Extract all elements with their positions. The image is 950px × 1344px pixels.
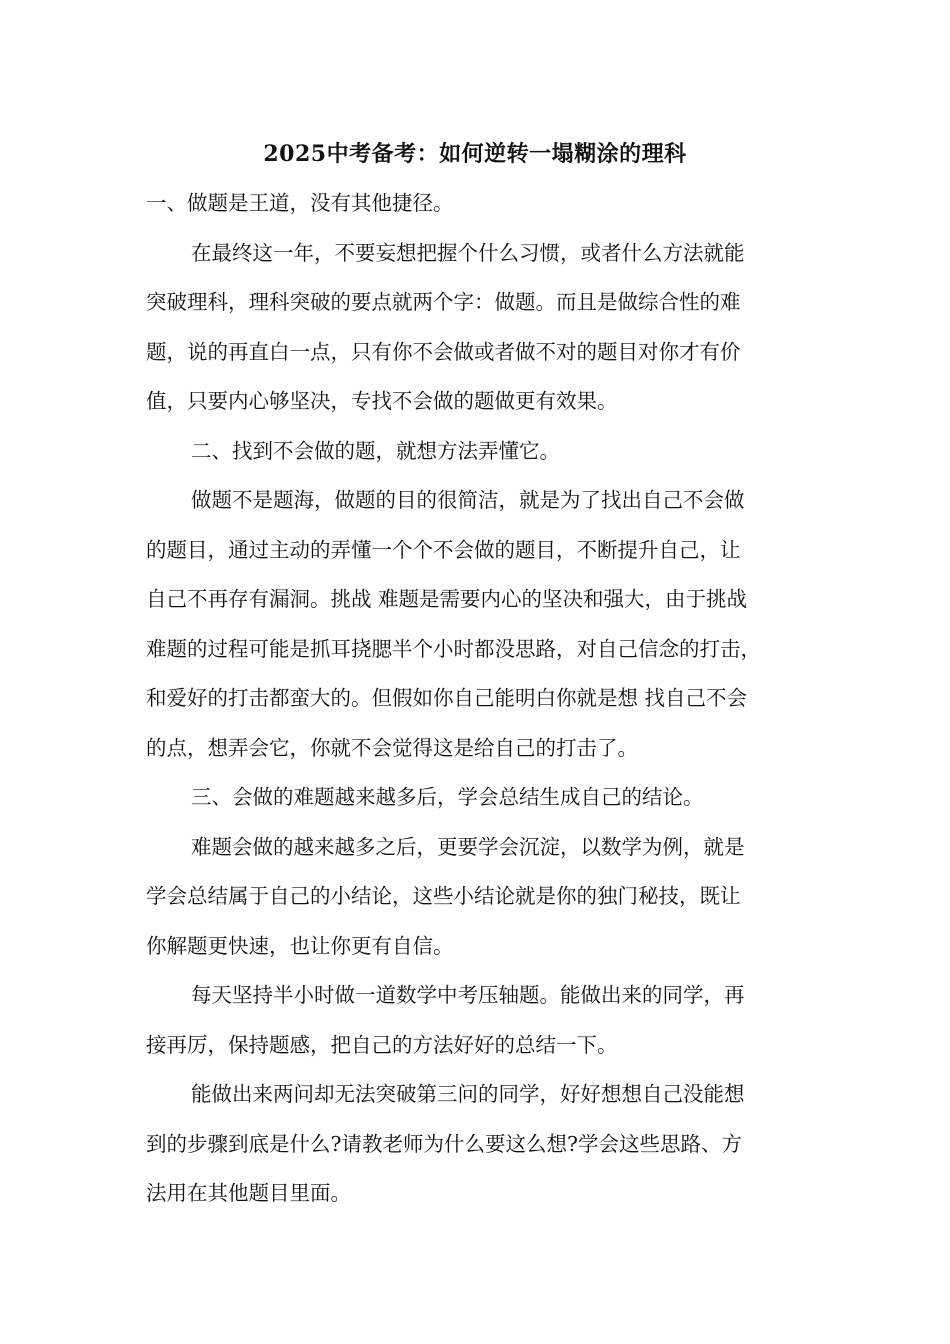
document-title: 2025中考备考：如何逆转一塌糊涂的理科 bbox=[263, 141, 687, 167]
text-line: 难题会做的越来越多之后，更要学会沉淀，以数学为例，就是 bbox=[191, 834, 745, 859]
text-line: 到的步骤到底是什么?请教老师为什么要这么想?学会这些思路、方 bbox=[146, 1131, 742, 1156]
text-line: 的点，想弄会它，你就不会觉得这是给自己的打击了。 bbox=[146, 735, 638, 760]
text-line: 你解题更快速，也让你更有自信。 bbox=[146, 933, 454, 958]
text-line: 学会总结属于自己的小结论，这些小结论就是你的独门秘技，既让 bbox=[146, 884, 741, 908]
text-line: 自己不再存有漏洞。挑战 难题是需要内心的坚决和强大，由于挑战 bbox=[146, 587, 748, 611]
text-line: 能做出来两问却无法突破第三问的同学，好好想想自己没能想 bbox=[191, 1082, 745, 1106]
text-line: 突破理科，理科突破的要点就两个字：做题。而且是做综合性的难 bbox=[146, 290, 741, 314]
text-line: 值，只要内心够坚决，专找不会做的题做更有效果。 bbox=[146, 389, 618, 413]
text-line: 接再厉，保持题感，把自己的方法好好的总结一下。 bbox=[146, 1032, 618, 1057]
text-line: 难题的过程可能是抓耳挠腮半个小时都没思路，对自己信念的打击， bbox=[146, 636, 761, 661]
text-line: 做题不是题海，做题的目的很简洁，就是为了找出自己不会做 bbox=[191, 488, 745, 512]
text-line: 二、找到不会做的题，就想方法弄懂它。 bbox=[191, 438, 560, 463]
text-line: 每天坚持半小时做一道数学中考压轴题。能做出来的同学，再 bbox=[191, 983, 745, 1007]
document-body bbox=[146, 179, 810, 1219]
text-line: 法用在其他题目里面。 bbox=[146, 1181, 351, 1205]
text-line: 题，说的再直白一点，只有你不会做或者做不对的题目对你才有价 bbox=[146, 339, 741, 364]
text-line: 和爱好的打击都蛮大的。但假如你自己能明白你就是想 找自己不会 bbox=[146, 686, 748, 710]
text-line: 的题目，通过主动的弄懂一个个不会做的题目，不断提升自己，让 bbox=[146, 537, 741, 562]
text-line: 三、会做的难题越来越多后，学会总结生成自己的结论。 bbox=[191, 785, 704, 809]
text-line: 一、做题是王道，没有其他捷径。 bbox=[146, 191, 454, 215]
text-line: 在最终这一年，不要妄想把握个什么习惯，或者什么方法就能 bbox=[191, 240, 745, 265]
